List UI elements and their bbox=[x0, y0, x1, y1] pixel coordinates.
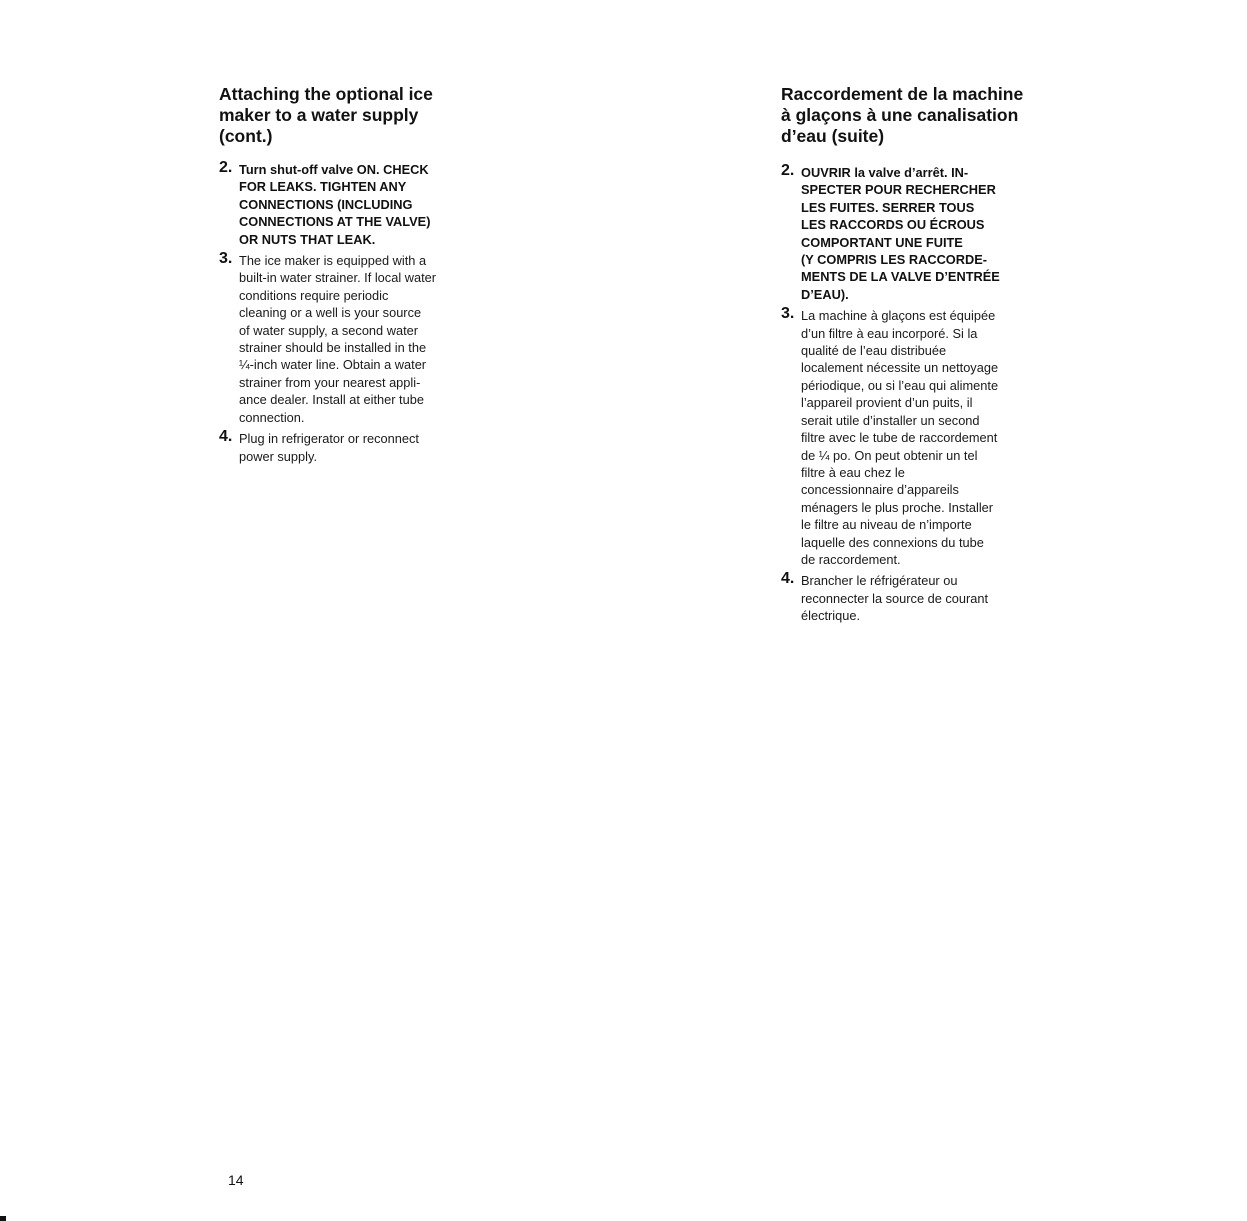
english-step-2 bbox=[219, 161, 489, 248]
page-number: 14 bbox=[228, 1172, 244, 1188]
step-number: 2. bbox=[219, 159, 233, 176]
english-step-4 bbox=[219, 430, 489, 465]
step-text: Brancher le réfrigérateur ou reconnecter la source de courant électrique. bbox=[801, 573, 989, 624]
step-text: OUVRIR la valve d’arrêt. IN- SPECTER POUR RECHERCHER LES FUITES. SERRER TOUS LES RACCORDS OU ÉCROUS COMPORTANT UNE FUITE (Y COMPRIS LES RACCORDE- MENTS DE LA VALVE D’ENTRÉE D’EAU). bbox=[801, 165, 1000, 302]
step-number: 3. bbox=[781, 305, 795, 323]
french-heading: Raccordement de la machine à glaçons à une canalisation d’eau (suite) bbox=[781, 84, 1024, 146]
step-number: 2. bbox=[781, 162, 795, 179]
step-number: 4. bbox=[219, 428, 233, 446]
step-number: 4. bbox=[781, 570, 795, 588]
english-column bbox=[219, 84, 489, 469]
step-text: The ice maker is equipped with a built-in water strainer. If local water conditions require periodic cleaning or a well is your source of water supply, a second water strainer should be installed in the ¼-inch water line. Obtain a water strainer from your nearest appli- ance dealer. Install at either tube connection. bbox=[239, 253, 437, 425]
french-steps bbox=[781, 164, 1041, 625]
english-step-3 bbox=[219, 252, 489, 426]
step-text: La machine à glaçons est équipée d’un filtre à eau incorporé. Si la qualité de l’eau distribuée localement nécessite un nettoyage périodique, ou si l’eau qui alimente l’appareil provient d’un puits, il serait utile d’installer un second filtre avec le tube de raccordement de ¼ po. On peut obtenir un tel filtre à eau chez le concessionnaire d’appareils ménagers le plus proche. Installer le filtre au niveau de n’importe laquelle des connexions du tube de raccordement. bbox=[801, 308, 999, 567]
french-column bbox=[781, 84, 1041, 629]
english-heading: Attaching the optional ice maker to a water supply (cont.) bbox=[219, 84, 433, 146]
english-steps bbox=[219, 161, 489, 465]
french-step-3 bbox=[781, 307, 1041, 568]
french-step-2 bbox=[781, 164, 1041, 303]
step-number: 3. bbox=[219, 250, 233, 268]
french-step-4 bbox=[781, 572, 1041, 624]
step-text: Turn shut-off valve ON. CHECK FOR LEAKS. TIGHTEN ANY CONNECTIONS (INCLUDING CONNECTIONS AT THE VALVE) OR NUTS THAT LEAK. bbox=[239, 162, 431, 247]
step-text: Plug in refrigerator or reconnect power supply. bbox=[239, 431, 419, 464]
scan-corner-mark bbox=[0, 1216, 6, 1221]
